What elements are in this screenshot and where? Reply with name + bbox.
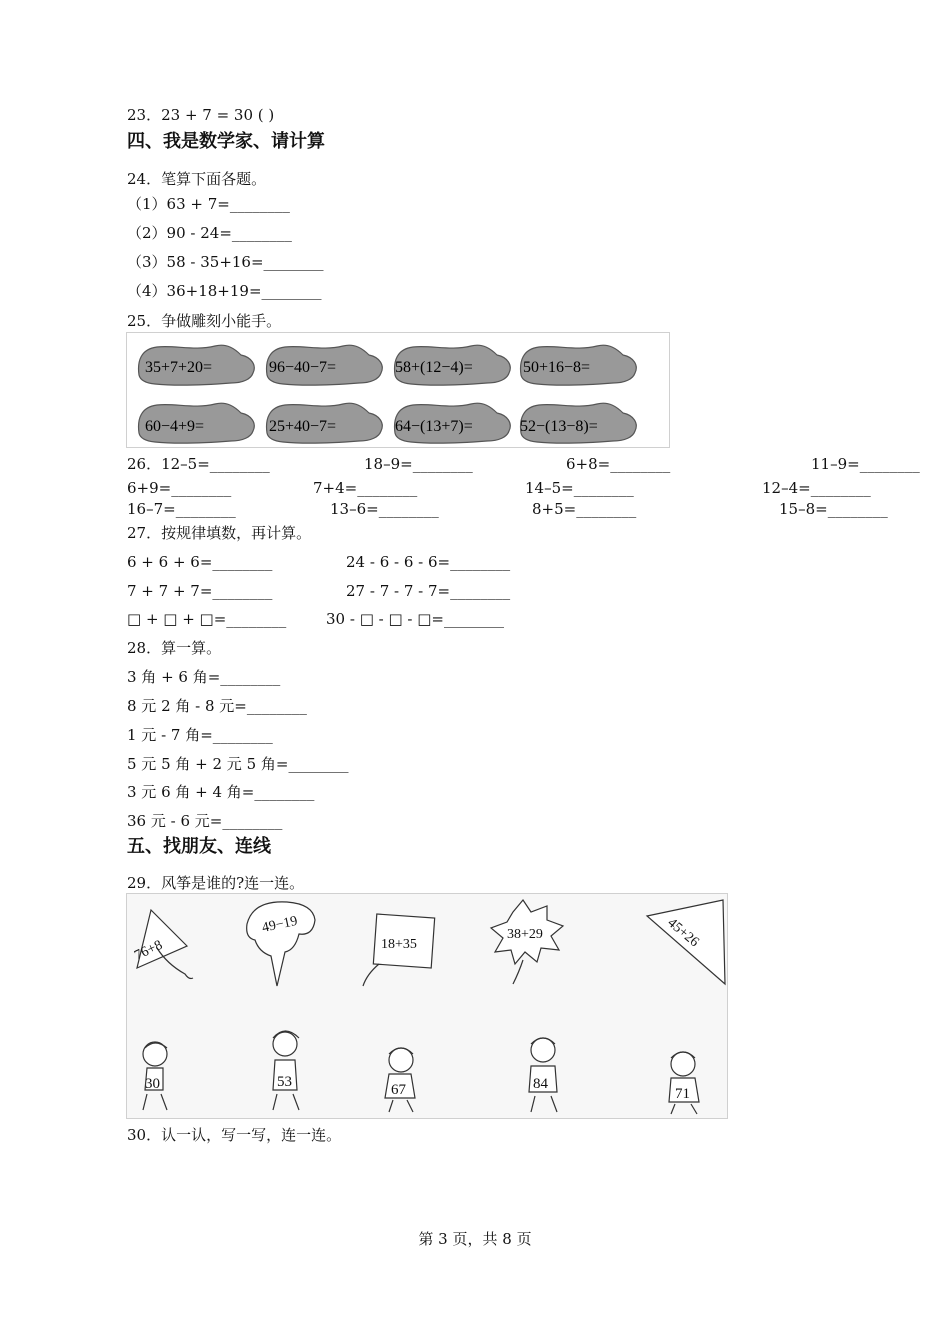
question-24-title: 24．笔算下面各题。: [127, 170, 267, 188]
stone-1: [139, 345, 255, 385]
stone-4: [521, 345, 637, 385]
question-26-item: 13–6=________: [330, 500, 439, 518]
question-26-item: 14–5=________: [525, 479, 634, 497]
kite-3: [363, 914, 435, 986]
question-27-item: 30 - □ - □ - □=________: [326, 610, 504, 628]
stone-expression: 35+7+20=: [145, 359, 213, 376]
stone-expression: 50+16−8=: [523, 359, 591, 376]
kite-expression: 18+35: [381, 937, 417, 952]
stone-carving-panel: [126, 332, 670, 448]
kite-expression: 76+8: [132, 937, 165, 964]
question-27-item: 6 + 6 + 6=________: [127, 553, 273, 571]
stone-2: [267, 345, 383, 385]
question-29-title: 29．风筝是谁的?连一连。: [127, 874, 305, 892]
kite-1: [132, 910, 193, 979]
section-4-title: 四、我是数学家、请计算: [127, 131, 325, 152]
question-26-item: 7+4=________: [313, 479, 418, 497]
stone-carving-illustration: [127, 333, 669, 447]
question-27-item: 7 + 7 + 7=________: [127, 582, 273, 600]
question-23: 23．23 + 7 = 30 ( ): [127, 106, 275, 124]
question-28-item: 3 角 + 6 角=________: [127, 668, 281, 686]
kid-2: [273, 1031, 299, 1110]
question-26-item: 26．12–5=________: [127, 455, 270, 473]
kid-number: 30: [145, 1076, 160, 1092]
question-28-item: 8 元 2 角 - 8 元=________: [127, 697, 307, 715]
kite-matching-illustration: [127, 894, 727, 1118]
stone-expression: 25+40−7=: [269, 418, 337, 435]
stone-expression: 96−40−7=: [269, 359, 337, 376]
kid-5: [669, 1052, 699, 1114]
question-24-item: （1）63 + 7=________: [127, 195, 290, 213]
stone-expression: 52−(13−8)=: [520, 418, 598, 435]
kite-expression: 38+29: [507, 927, 543, 942]
question-25-title: 25．争做雕刻小能手。: [127, 312, 282, 330]
kid-4: [529, 1038, 557, 1112]
kite-matching-panel: [126, 893, 728, 1119]
stone-3: [395, 345, 511, 385]
kid-number: 53: [277, 1074, 292, 1090]
question-26-item: 12–4=________: [762, 479, 871, 497]
page-footer: 第 3 页，共 8 页: [418, 1230, 532, 1248]
question-28-item: 3 元 6 角 + 4 角=________: [127, 783, 315, 801]
kite-expression: 45+26: [664, 915, 702, 951]
stone-expression: 60−4+9=: [145, 418, 205, 435]
question-26-item: 15–8=________: [779, 500, 888, 518]
question-26-item: 6+8=________: [566, 455, 671, 473]
kite-5: [647, 900, 725, 984]
question-27-item: □ + □ + □=________: [127, 610, 287, 628]
question-26-item: 8+5=________: [532, 500, 637, 518]
question-26-item: 18–9=________: [364, 455, 473, 473]
kite-expression: 49−19: [260, 913, 299, 936]
kid-3: [385, 1048, 415, 1112]
question-27-item: 27 - 7 - 7 - 7=________: [346, 582, 511, 600]
question-26-item: 11–9=________: [811, 455, 920, 473]
stone-5: [139, 403, 255, 443]
question-28-item: 5 元 5 角 + 2 元 5 角=________: [127, 755, 349, 773]
stone-6: [267, 403, 383, 443]
kid-number: 67: [391, 1082, 406, 1098]
question-26-item: 6+9=________: [127, 479, 232, 497]
kite-2: [247, 902, 315, 986]
question-24-item: （2）90 - 24=________: [127, 224, 292, 242]
stone-7: [395, 403, 511, 443]
question-28-item: 1 元 - 7 角=________: [127, 726, 273, 744]
section-5-title: 五、找朋友、连线: [127, 836, 271, 857]
question-30-title: 30．认一认，写一写，连一连。: [127, 1126, 342, 1144]
question-28-title: 28．算一算。: [127, 639, 222, 657]
question-24-item: （3）58 - 35+16=________: [127, 253, 324, 271]
kid-number: 71: [675, 1086, 690, 1102]
kid-1: [143, 1042, 167, 1110]
question-24-item: （4）36+18+19=________: [127, 282, 322, 300]
question-28-item: 36 元 - 6 元=________: [127, 812, 283, 830]
question-27-item: 24 - 6 - 6 - 6=________: [346, 553, 511, 571]
stone-expression: 64−(13+7)=: [395, 418, 473, 435]
question-26-item: 16–7=________: [127, 500, 236, 518]
kite-4: [491, 900, 563, 984]
question-27-title: 27．按规律填数，再计算。: [127, 524, 312, 542]
kid-number: 84: [533, 1076, 548, 1092]
stone-8: [520, 403, 636, 443]
stone-expression: 58+(12−4)=: [395, 359, 473, 376]
